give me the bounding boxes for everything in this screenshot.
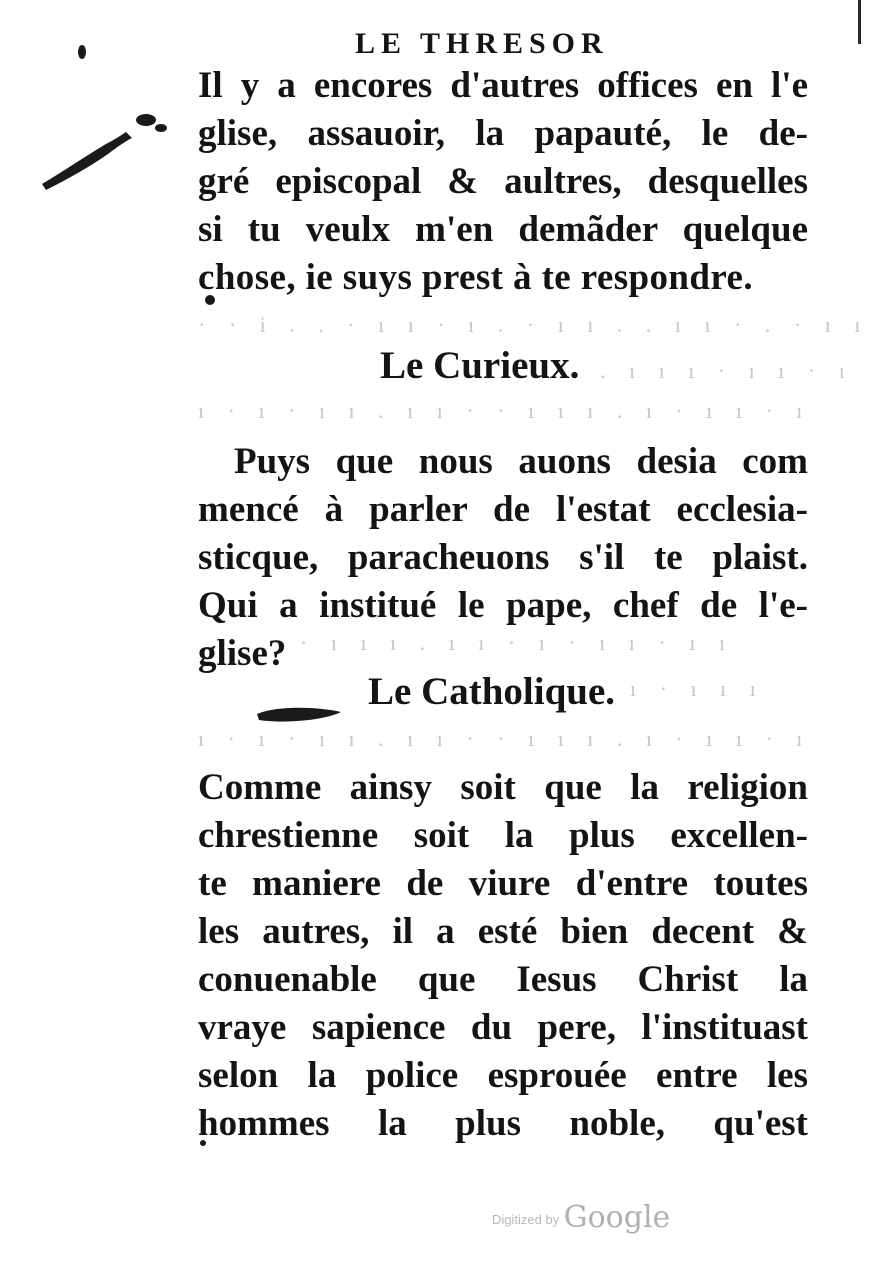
text-line: glise, assauoir, la papauté, le de- <box>198 113 808 154</box>
text-line: Il y a encores d'autres offices en l'e <box>198 65 808 106</box>
text-line: les autres, il a esté bien decent & <box>198 911 808 952</box>
text-line: chrestienne soit la plus excellen- <box>198 815 808 856</box>
paragraph-1 <box>198 62 808 302</box>
text-line: si tu veulx m'en demãder quelque <box>198 209 808 250</box>
text-line: Qui a institué le pape, chef de l'e- <box>198 585 808 626</box>
text-line: Comme ainsy soit que la religion <box>198 767 808 808</box>
paragraph-3 <box>198 764 808 1148</box>
text-line: sticque, paracheuons s'il te plaist. <box>198 537 808 578</box>
show-through-noise: ı · ı ı ı <box>630 676 765 701</box>
watermark-prefix: Digitized by <box>492 1212 560 1227</box>
digitized-by-google-watermark <box>492 1200 670 1235</box>
text-line: mencé à parler de l'estat ecclesia- <box>198 489 808 530</box>
show-through-noise: ı · ı · ı ı . ı ı · · ı ı ı . ı · ı ı · ı <box>198 398 812 423</box>
running-head: LE THRESOR <box>355 27 609 60</box>
margin-ink-blot <box>30 30 200 200</box>
page-edge-rule <box>858 0 861 44</box>
show-through-noise: · ı ı ı . ı ı · ı · ı ı · ı ı <box>300 630 734 655</box>
google-logo: Google <box>563 1200 671 1235</box>
speaker-catholique: Le Catholique. <box>368 670 616 713</box>
text-line: gré episcopal & aultres, desquelles <box>198 161 808 202</box>
show-through-noise: . ı ı ı · ı ı · ı <box>600 358 854 383</box>
text-line: conuenable que Iesus Christ la <box>198 959 808 1000</box>
text-line: selon la police esprouée entre les <box>198 1055 808 1096</box>
text-line: chose, ie suys prest à te respondre. <box>198 257 754 298</box>
text-line: Puys que nous auons desia com <box>234 441 808 482</box>
text-line: te maniere de viure d'entre toutes <box>198 863 808 904</box>
text-line: hommes la plus noble, qu'est <box>198 1103 808 1144</box>
show-through-noise: ı · ı · ı ı . ı ı · · ı ı ı . ı · ı ı · ı <box>198 726 812 751</box>
show-through-noise: · · i . . · ı ı · ı . · ı ı . . ı ı · . · ı ı <box>198 312 870 337</box>
text-line: vraye sapience du pere, l'instituast <box>198 1007 808 1048</box>
text-line: glise? <box>198 633 287 674</box>
speaker-curieux: Le Curieux. <box>380 344 580 387</box>
